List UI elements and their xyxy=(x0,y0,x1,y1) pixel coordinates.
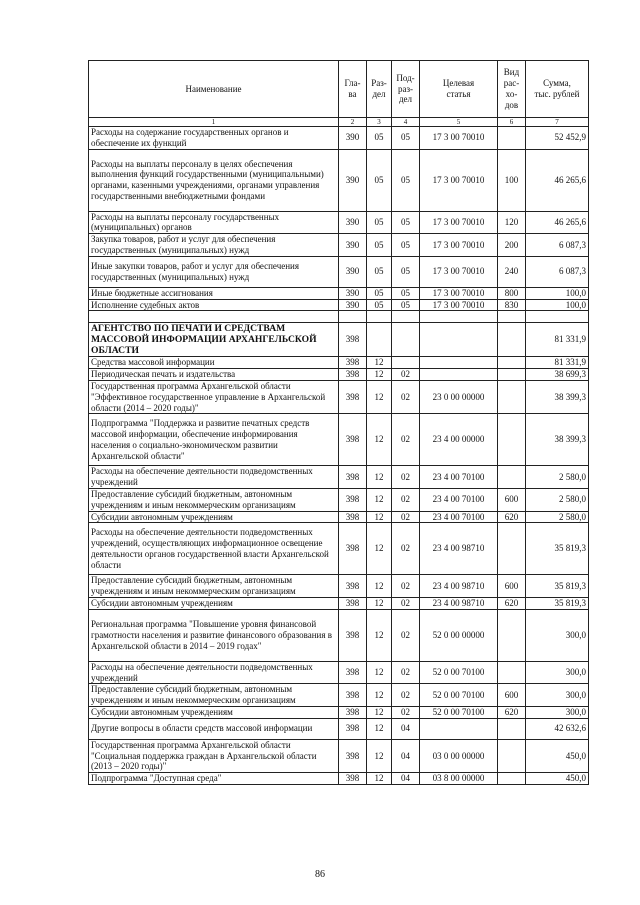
row-razdel-cell: 12 xyxy=(367,609,392,661)
row-vid-cell: 620 xyxy=(498,597,526,609)
row-sum-cell: 2 580,0 xyxy=(526,466,589,489)
row-razdel-cell: 05 xyxy=(367,149,392,211)
row-glava-cell: 390 xyxy=(339,256,367,287)
column-number: 3 xyxy=(367,118,392,127)
row-sum-cell: 81 331,9 xyxy=(526,357,589,369)
row-podrazdel-cell: 02 xyxy=(392,488,420,511)
row-name-cell: Расходы на выплаты персоналу государственных (муниципальных) органов xyxy=(89,211,339,234)
row-name-cell: Субсидии автономным учреждениям xyxy=(89,511,339,523)
row-podrazdel-cell: 02 xyxy=(392,661,420,684)
table-row xyxy=(89,466,589,489)
row-vid-cell: 200 xyxy=(498,234,526,257)
empty-cell xyxy=(339,311,367,323)
empty-cell xyxy=(89,311,339,323)
row-vid-cell: 600 xyxy=(498,684,526,707)
row-glava-cell: 398 xyxy=(339,323,367,357)
row-statya-cell: 52 0 00 70100 xyxy=(420,661,498,684)
row-vid-cell: 100 xyxy=(498,149,526,211)
row-vid-cell: 830 xyxy=(498,299,526,311)
row-sum-cell: 81 331,9 xyxy=(526,323,589,357)
row-sum-cell: 2 580,0 xyxy=(526,488,589,511)
table-row xyxy=(89,609,589,661)
row-podrazdel-cell: 05 xyxy=(392,234,420,257)
row-podrazdel-cell: 05 xyxy=(392,299,420,311)
row-sum-cell: 300,0 xyxy=(526,609,589,661)
page-number: 86 xyxy=(315,869,325,880)
row-razdel-cell: 12 xyxy=(367,597,392,609)
header-name: Наименование xyxy=(89,61,339,118)
table-row xyxy=(89,414,589,466)
row-sum-cell: 6 087,3 xyxy=(526,256,589,287)
row-name-cell: Периодическая печать и издательства xyxy=(89,369,339,381)
row-podrazdel-cell xyxy=(392,357,420,369)
row-razdel-cell: 05 xyxy=(367,299,392,311)
table-row xyxy=(89,706,589,718)
row-vid-cell xyxy=(498,739,526,772)
header-vid: Вид рас- хо- дов xyxy=(498,61,526,118)
row-glava-cell: 390 xyxy=(339,234,367,257)
row-podrazdel-cell: 05 xyxy=(392,127,420,150)
row-statya-cell: 52 0 00 00000 xyxy=(420,609,498,661)
row-vid-cell xyxy=(498,323,526,357)
row-vid-cell: 620 xyxy=(498,706,526,718)
row-name-cell: Другие вопросы в области средств массовой информации xyxy=(89,718,339,739)
row-razdel-cell: 12 xyxy=(367,773,392,785)
row-name-cell: Региональная программа "Повышение уровня финансовой грамотности населения и развитие финансового образования в Архангельской области в 2014 – 2019 годах" xyxy=(89,609,339,661)
table-row xyxy=(89,369,589,381)
row-podrazdel-cell: 04 xyxy=(392,773,420,785)
row-glava-cell: 398 xyxy=(339,773,367,785)
row-statya-cell: 23 4 00 70100 xyxy=(420,511,498,523)
row-statya-cell: 03 8 00 00000 xyxy=(420,773,498,785)
row-podrazdel-cell: 02 xyxy=(392,684,420,707)
row-glava-cell: 398 xyxy=(339,661,367,684)
row-name-cell: Подпрограмма "Доступная среда" xyxy=(89,773,339,785)
row-glava-cell: 398 xyxy=(339,684,367,707)
row-sum-cell: 35 819,3 xyxy=(526,597,589,609)
row-vid-cell xyxy=(498,773,526,785)
empty-cell xyxy=(420,311,498,323)
row-name-cell: Расходы на обеспечение деятельности подведомственных учреждений xyxy=(89,661,339,684)
row-sum-cell: 6 087,3 xyxy=(526,234,589,257)
row-vid-cell: 120 xyxy=(498,211,526,234)
row-glava-cell: 390 xyxy=(339,211,367,234)
row-glava-cell: 398 xyxy=(339,718,367,739)
row-glava-cell: 398 xyxy=(339,357,367,369)
row-podrazdel-cell: 02 xyxy=(392,609,420,661)
row-glava-cell: 390 xyxy=(339,287,367,299)
row-glava-cell: 390 xyxy=(339,149,367,211)
row-statya-cell: 17 3 00 70010 xyxy=(420,211,498,234)
table-row xyxy=(89,523,589,575)
row-podrazdel-cell: 04 xyxy=(392,718,420,739)
row-name-cell: Государственная программа Архангельской области "Социальная поддержка граждан в Архангельской области (2013 – 2020 годы)" xyxy=(89,739,339,772)
row-razdel-cell: 12 xyxy=(367,523,392,575)
row-razdel-cell: 12 xyxy=(367,739,392,772)
row-name-cell: Расходы на выплаты персоналу в целях обеспечения выполнения функций государственными (муниципальными) органами, казенными учреждениями, органами управления государственными внебюджетными фондами xyxy=(89,149,339,211)
row-statya-cell: 23 4 00 70100 xyxy=(420,488,498,511)
row-glava-cell: 398 xyxy=(339,739,367,772)
row-statya-cell: 17 3 00 70010 xyxy=(420,256,498,287)
row-vid-cell xyxy=(498,523,526,575)
row-razdel-cell: 12 xyxy=(367,369,392,381)
row-razdel-cell: 12 xyxy=(367,414,392,466)
row-name-cell: Иные бюджетные ассигнования xyxy=(89,287,339,299)
budget-table xyxy=(88,60,589,785)
table-row xyxy=(89,718,589,739)
row-razdel-cell: 12 xyxy=(367,357,392,369)
row-vid-cell xyxy=(498,127,526,150)
row-razdel-cell: 05 xyxy=(367,211,392,234)
row-podrazdel-cell: 02 xyxy=(392,597,420,609)
spacer-row xyxy=(89,311,589,323)
agency-header-row xyxy=(89,323,589,357)
row-name-cell: Подпрограмма "Поддержка и развитие печатных средств массовой информации, обеспечение информирования населения о социально-экономическом развитии Архангельской области" xyxy=(89,414,339,466)
row-podrazdel-cell: 05 xyxy=(392,256,420,287)
row-razdel-cell: 12 xyxy=(367,706,392,718)
row-vid-cell xyxy=(498,466,526,489)
row-sum-cell: 35 819,3 xyxy=(526,523,589,575)
row-statya-cell: 17 3 00 70010 xyxy=(420,299,498,311)
row-name-cell: Субсидии автономным учреждениям xyxy=(89,706,339,718)
row-podrazdel-cell: 02 xyxy=(392,523,420,575)
column-number-row xyxy=(89,118,589,127)
row-podrazdel-cell: 02 xyxy=(392,466,420,489)
row-glava-cell: 398 xyxy=(339,511,367,523)
row-sum-cell: 46 265,6 xyxy=(526,149,589,211)
row-name-cell: Расходы на обеспечение деятельности подведомственных учреждений, осуществляющих информационное освещение деятельности органов государственной власти Архангельской области xyxy=(89,523,339,575)
row-vid-cell: 240 xyxy=(498,256,526,287)
row-statya-cell: 17 3 00 70010 xyxy=(420,287,498,299)
table-row xyxy=(89,287,589,299)
row-vid-cell: 800 xyxy=(498,287,526,299)
header-podrazdel: Под- раз- дел xyxy=(392,61,420,118)
row-razdel-cell: 12 xyxy=(367,488,392,511)
row-statya-cell xyxy=(420,718,498,739)
row-glava-cell: 398 xyxy=(339,597,367,609)
empty-cell xyxy=(526,311,589,323)
table-row xyxy=(89,256,589,287)
row-razdel-cell: 12 xyxy=(367,511,392,523)
row-sum-cell: 300,0 xyxy=(526,684,589,707)
row-podrazdel-cell: 05 xyxy=(392,149,420,211)
empty-cell xyxy=(498,311,526,323)
row-statya-cell: 23 4 00 98710 xyxy=(420,523,498,575)
row-razdel-cell: 12 xyxy=(367,718,392,739)
table-row xyxy=(89,299,589,311)
row-statya-cell: 03 0 00 00000 xyxy=(420,739,498,772)
table-row xyxy=(89,357,589,369)
row-name-cell: Исполнение судебных актов xyxy=(89,299,339,311)
row-vid-cell: 600 xyxy=(498,575,526,598)
row-razdel-cell: 05 xyxy=(367,127,392,150)
row-name-cell: Расходы на содержание государственных органов и обеспечение их функций xyxy=(89,127,339,150)
row-glava-cell: 390 xyxy=(339,299,367,311)
row-vid-cell: 600 xyxy=(498,488,526,511)
table-row xyxy=(89,575,589,598)
row-vid-cell xyxy=(498,609,526,661)
row-glava-cell: 398 xyxy=(339,575,367,598)
row-podrazdel-cell: 04 xyxy=(392,739,420,772)
row-vid-cell: 620 xyxy=(498,511,526,523)
row-name-cell: Предоставление субсидий бюджетным, автономным учреждениям и иным некоммерческим организациям xyxy=(89,684,339,707)
row-vid-cell xyxy=(498,718,526,739)
row-statya-cell xyxy=(420,323,498,357)
column-number: 2 xyxy=(339,118,367,127)
row-sum-cell: 38 399,3 xyxy=(526,380,589,413)
column-number: 7 xyxy=(526,118,589,127)
row-sum-cell: 35 819,3 xyxy=(526,575,589,598)
row-sum-cell: 100,0 xyxy=(526,287,589,299)
header-row xyxy=(89,61,589,118)
row-statya-cell: 23 0 00 00000 xyxy=(420,380,498,413)
row-vid-cell xyxy=(498,661,526,684)
row-statya-cell: 17 3 00 70010 xyxy=(420,234,498,257)
table-row xyxy=(89,661,589,684)
row-razdel-cell xyxy=(367,323,392,357)
table-row xyxy=(89,739,589,772)
row-glava-cell: 398 xyxy=(339,523,367,575)
row-sum-cell: 2 580,0 xyxy=(526,511,589,523)
row-name-cell: Предоставление субсидий бюджетным, автономным учреждениям и иным некоммерческим организациям xyxy=(89,575,339,598)
empty-cell xyxy=(392,311,420,323)
row-vid-cell xyxy=(498,414,526,466)
row-podrazdel-cell: 02 xyxy=(392,414,420,466)
row-name-cell: Расходы на обеспечение деятельности подведомственных учреждений xyxy=(89,466,339,489)
row-name-cell: Закупка товаров, работ и услуг для обеспечения государственных (муниципальных) нужд xyxy=(89,234,339,257)
table-body xyxy=(89,127,589,785)
header-razdel: Раз- дел xyxy=(367,61,392,118)
table-row xyxy=(89,211,589,234)
row-name-cell: Средства массовой информации xyxy=(89,357,339,369)
row-razdel-cell: 12 xyxy=(367,466,392,489)
column-number: 6 xyxy=(498,118,526,127)
row-podrazdel-cell xyxy=(392,323,420,357)
table-row xyxy=(89,149,589,211)
row-sum-cell: 42 632,6 xyxy=(526,718,589,739)
table-row xyxy=(89,127,589,150)
row-razdel-cell: 05 xyxy=(367,287,392,299)
row-podrazdel-cell: 02 xyxy=(392,575,420,598)
row-podrazdel-cell: 05 xyxy=(392,287,420,299)
row-glava-cell: 398 xyxy=(339,414,367,466)
row-name-cell: АГЕНТСТВО ПО ПЕЧАТИ И СРЕДСТВАМ МАССОВОЙ ИНФОРМАЦИИ АРХАНГЕЛЬСКОЙ ОБЛАСТИ xyxy=(89,323,339,357)
row-podrazdel-cell: 02 xyxy=(392,706,420,718)
row-glava-cell: 398 xyxy=(339,369,367,381)
row-statya-cell xyxy=(420,357,498,369)
row-glava-cell: 398 xyxy=(339,609,367,661)
row-podrazdel-cell: 02 xyxy=(392,511,420,523)
row-statya-cell: 23 4 00 70100 xyxy=(420,466,498,489)
row-sum-cell: 300,0 xyxy=(526,661,589,684)
row-statya-cell: 23 4 00 00000 xyxy=(420,414,498,466)
row-sum-cell: 300,0 xyxy=(526,706,589,718)
table-row xyxy=(89,773,589,785)
empty-cell xyxy=(367,311,392,323)
table-row xyxy=(89,380,589,413)
row-sum-cell: 100,0 xyxy=(526,299,589,311)
row-sum-cell: 450,0 xyxy=(526,773,589,785)
header-statya: Целевая статья xyxy=(420,61,498,118)
row-razdel-cell: 05 xyxy=(367,234,392,257)
header-glava: Гла- ва xyxy=(339,61,367,118)
row-sum-cell: 52 452,9 xyxy=(526,127,589,150)
row-podrazdel-cell: 02 xyxy=(392,369,420,381)
column-number: 1 xyxy=(89,118,339,127)
row-razdel-cell: 05 xyxy=(367,256,392,287)
row-podrazdel-cell: 05 xyxy=(392,211,420,234)
row-statya-cell: 52 0 00 70100 xyxy=(420,684,498,707)
row-glava-cell: 390 xyxy=(339,127,367,150)
row-name-cell: Субсидии автономным учреждениям xyxy=(89,597,339,609)
column-number: 4 xyxy=(392,118,420,127)
row-name-cell: Предоставление субсидий бюджетным, автономным учреждениям и иным некоммерческим организациям xyxy=(89,488,339,511)
column-number: 5 xyxy=(420,118,498,127)
table-row xyxy=(89,597,589,609)
row-vid-cell xyxy=(498,357,526,369)
header-sum: Сумма, тыс. рублей xyxy=(526,61,589,118)
table-row xyxy=(89,234,589,257)
row-vid-cell xyxy=(498,380,526,413)
row-podrazdel-cell: 02 xyxy=(392,380,420,413)
table-row xyxy=(89,511,589,523)
row-sum-cell: 450,0 xyxy=(526,739,589,772)
row-razdel-cell: 12 xyxy=(367,380,392,413)
row-glava-cell: 398 xyxy=(339,488,367,511)
row-sum-cell: 46 265,6 xyxy=(526,211,589,234)
row-sum-cell: 38 399,3 xyxy=(526,414,589,466)
row-statya-cell: 17 3 00 70010 xyxy=(420,127,498,150)
table-row xyxy=(89,488,589,511)
row-statya-cell: 17 3 00 70010 xyxy=(420,149,498,211)
row-razdel-cell: 12 xyxy=(367,661,392,684)
row-vid-cell xyxy=(498,369,526,381)
row-razdel-cell: 12 xyxy=(367,575,392,598)
table-row xyxy=(89,684,589,707)
row-sum-cell: 38 699,3 xyxy=(526,369,589,381)
row-statya-cell: 52 0 00 70100 xyxy=(420,706,498,718)
row-statya-cell: 23 4 00 98710 xyxy=(420,597,498,609)
row-razdel-cell: 12 xyxy=(367,684,392,707)
row-statya-cell: 23 4 00 98710 xyxy=(420,575,498,598)
row-glava-cell: 398 xyxy=(339,466,367,489)
row-name-cell: Иные закупки товаров, работ и услуг для обеспечения государственных (муниципальных) нужд xyxy=(89,256,339,287)
row-glava-cell: 398 xyxy=(339,706,367,718)
row-statya-cell xyxy=(420,369,498,381)
row-name-cell: Государственная программа Архангельской области "Эффективное государственное управление в Архангельской области (2014 – 2020 годы)" xyxy=(89,380,339,413)
row-glava-cell: 398 xyxy=(339,380,367,413)
